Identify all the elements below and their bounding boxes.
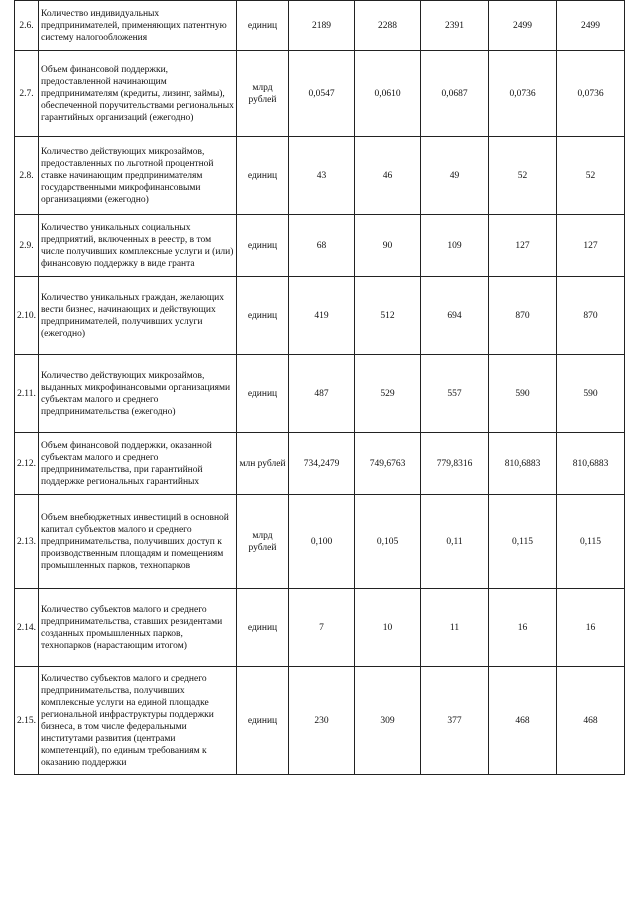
- value-cell: 2391: [421, 1, 489, 51]
- row-number: 2.12.: [15, 433, 39, 495]
- value-cell: 749,6763: [355, 433, 421, 495]
- value-cell: 734,2479: [289, 433, 355, 495]
- unit-cell: единиц: [237, 667, 289, 775]
- value-cell: 2288: [355, 1, 421, 51]
- value-cell: 2499: [557, 1, 625, 51]
- value-cell: 2189: [289, 1, 355, 51]
- document-page: [14, 0, 624, 822]
- value-cell: 870: [557, 277, 625, 355]
- value-cell: 0,0610: [355, 51, 421, 137]
- value-cell: 512: [355, 277, 421, 355]
- value-cell: 0,11: [421, 495, 489, 589]
- indicator-name: Количество индивидуальных предпринимателей, применяющих патентную систему налогообложения: [39, 1, 237, 51]
- indicator-name: Количество уникальных социальных предприятий, включенных в реестр, в том числе получивших комплексные услуги и (или) финансовую поддержку в виде гранта: [39, 215, 237, 277]
- value-cell: 90: [355, 215, 421, 277]
- indicator-name: Количество уникальных граждан, желающих вести бизнес, начинающих и действующих предпринимателей, получивших услуги (ежегодно): [39, 277, 237, 355]
- indicator-name: Количество действующих микрозаймов, выданных микрофинансовыми организациями субъектам малого и среднего предпринимательства (ежегодно): [39, 355, 237, 433]
- value-cell: 49: [421, 137, 489, 215]
- value-cell: 468: [489, 667, 557, 775]
- unit-cell: единиц: [237, 277, 289, 355]
- value-cell: 52: [557, 137, 625, 215]
- row-number: 2.15.: [15, 667, 39, 775]
- value-cell: 2499: [489, 1, 557, 51]
- value-cell: 0,0687: [421, 51, 489, 137]
- value-cell: 16: [557, 589, 625, 667]
- unit-cell: единиц: [237, 215, 289, 277]
- value-cell: 309: [355, 667, 421, 775]
- table-row: [15, 137, 625, 215]
- indicator-name: Количество действующих микрозаймов, предоставленных по льготной процентной ставке начинающим предпринимателям государственными микрофинансовыми организациями (ежегодно): [39, 137, 237, 215]
- row-number: 2.14.: [15, 589, 39, 667]
- table-row: [15, 1, 625, 51]
- indicators-table: [14, 0, 625, 775]
- indicator-name: Объем финансовой поддержки, оказанной субъектам малого и среднего предпринимательства, при гарантийной поддержке региональных гарантийных: [39, 433, 237, 495]
- value-cell: 11: [421, 589, 489, 667]
- row-number: 2.7.: [15, 51, 39, 137]
- row-number: 2.8.: [15, 137, 39, 215]
- value-cell: 557: [421, 355, 489, 433]
- value-cell: 590: [489, 355, 557, 433]
- row-number: 2.9.: [15, 215, 39, 277]
- table-row: [15, 355, 625, 433]
- row-number: 2.13.: [15, 495, 39, 589]
- value-cell: 468: [557, 667, 625, 775]
- row-number: 2.10.: [15, 277, 39, 355]
- value-cell: 7: [289, 589, 355, 667]
- value-cell: 377: [421, 667, 489, 775]
- unit-cell: млн рублей: [237, 433, 289, 495]
- value-cell: 230: [289, 667, 355, 775]
- unit-cell: единиц: [237, 137, 289, 215]
- unit-cell: единиц: [237, 1, 289, 51]
- unit-cell: единиц: [237, 355, 289, 433]
- value-cell: 0,0736: [557, 51, 625, 137]
- value-cell: 10: [355, 589, 421, 667]
- value-cell: 0,105: [355, 495, 421, 589]
- table-row: [15, 589, 625, 667]
- unit-cell: млрд рублей: [237, 495, 289, 589]
- indicator-name: Количество субъектов малого и среднего предпринимательства, ставших резидентами созданных промышленных парков, технопарков (нарастающим итогом): [39, 589, 237, 667]
- indicator-name: Количество субъектов малого и среднего предпринимательства, получивших комплексные услуги на единой площадке региональной инфраструктуры поддержки бизнеса, в том числе федеральными институтами развития (центрами компетенций), по единым требованиям к оказанию поддержки: [39, 667, 237, 775]
- value-cell: 68: [289, 215, 355, 277]
- indicator-name: Объем финансовой поддержки, предоставленной начинающим предпринимателям (кредиты, лизинг, займы), обеспеченной поручительствами региональных гарантийных организаций (ежегодно): [39, 51, 237, 137]
- value-cell: 487: [289, 355, 355, 433]
- value-cell: 0,100: [289, 495, 355, 589]
- value-cell: 52: [489, 137, 557, 215]
- table-row: [15, 433, 625, 495]
- value-cell: 0,115: [557, 495, 625, 589]
- value-cell: 46: [355, 137, 421, 215]
- indicator-name: Объем внебюджетных инвестиций в основной капитал субъектов малого и среднего предпринимательства, получивших доступ к производственным площадям и помещениям промышленных парков, технопарков: [39, 495, 237, 589]
- value-cell: 529: [355, 355, 421, 433]
- value-cell: 810,6883: [489, 433, 557, 495]
- value-cell: 590: [557, 355, 625, 433]
- table-row: [15, 215, 625, 277]
- value-cell: 810,6883: [557, 433, 625, 495]
- value-cell: 16: [489, 589, 557, 667]
- value-cell: 127: [489, 215, 557, 277]
- unit-cell: млрд рублей: [237, 51, 289, 137]
- value-cell: 779,8316: [421, 433, 489, 495]
- value-cell: 43: [289, 137, 355, 215]
- row-number: 2.11.: [15, 355, 39, 433]
- table-row: [15, 277, 625, 355]
- table-row: [15, 667, 625, 775]
- value-cell: 0,115: [489, 495, 557, 589]
- value-cell: 0,0736: [489, 51, 557, 137]
- value-cell: 109: [421, 215, 489, 277]
- table-row: [15, 495, 625, 589]
- value-cell: 870: [489, 277, 557, 355]
- value-cell: 694: [421, 277, 489, 355]
- row-number: 2.6.: [15, 1, 39, 51]
- value-cell: 127: [557, 215, 625, 277]
- value-cell: 419: [289, 277, 355, 355]
- value-cell: 0,0547: [289, 51, 355, 137]
- table-row: [15, 51, 625, 137]
- unit-cell: единиц: [237, 589, 289, 667]
